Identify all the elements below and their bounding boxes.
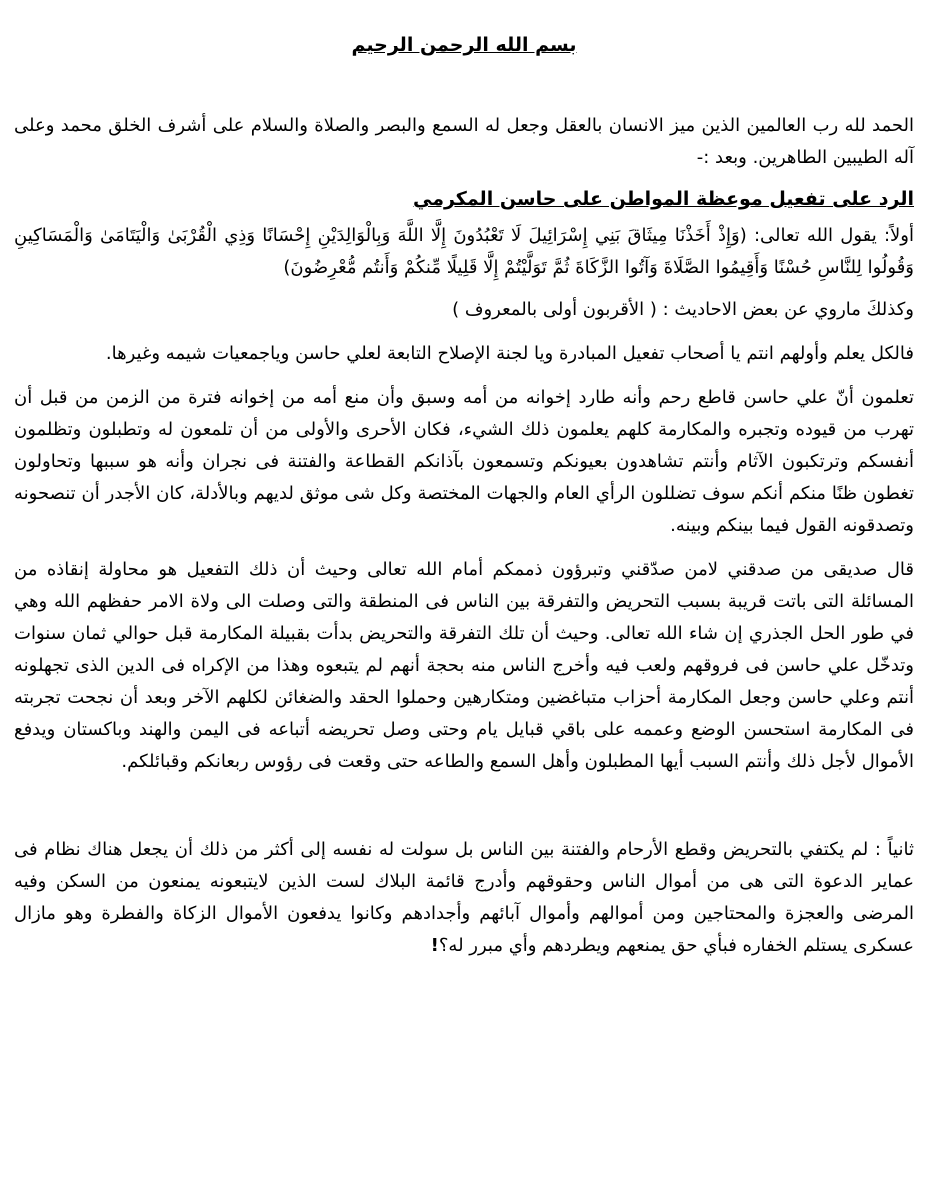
verse-paragraph: أولاً: يقول الله تعالى: (وَإِذْ أَخَذْنَا مِيثَاقَ بَنِي إِسْرَائِيلَ لَا تَعْبُدُونَ إِلَّا اللَّهَ وَبِالْوَالِدَيْنِ إِحْسَانًا وَذِي الْقُرْبَىٰ وَالْيَتَامَىٰ وَالْمَسَاكِينِ وَقُولُوا لِلنَّاسِ حُسْنًا وَأَقِيمُوا الصَّلَاةَ وَآتُوا الزَّكَاةَ ثُمَّ تَوَلَّيْتُمْ إِلَّا قَلِيلًا مِّنكُمْ وَأَنتُم مُّعْرِضُونَ) xyxy=(14,225,914,278)
paragraph-4-exclamation: ! xyxy=(430,935,439,956)
intro-paragraph: الحمد لله رب العالمين الذين ميز الانسان بالعقل وجعل له السمع والبصر والصلاة والسلام على أشرف الخلق محمد وعلى آله الطيبين الطاهرين. وبعد :- xyxy=(14,115,914,168)
section-heading: الرد على تفعيل موعظة المواطن على حاسن المكرمي xyxy=(412,188,914,210)
basmala-title: بسم الله الرحمن الرحيم xyxy=(351,34,577,56)
hadith-paragraph: وكذلكَ ماروي عن بعض الاحاديث : ( الأقربون أولى بالمعروف ) xyxy=(452,299,914,320)
paragraph-1: فالكل يعلم وأولهم انتم يا أصحاب تفعيل المبادرة ويا لجنة الإصلاح التابعة لعلي حاسن وياجمعيات شيمه وغيرها. xyxy=(105,343,914,364)
paragraph-4 xyxy=(14,834,914,962)
paragraph-3: قال صديقى من صدقني لامن صدّقني وتبرؤون ذممكم أمام الله تعالى وحيث أن ذلك التفعيل هو محاولة إنقاذه من المسائلة التى باتت قريبة بسبب التحريض والتفرقة بين الناس فى المنطقة والتى وصلت الى ولاة الامر حفظهم الله وهي في طور الحل الجذري إن شاء الله تعالى. وحيث أن تلك التفرقة والتحريض بدأت بقبيلة المكارمة قبل حوالي ثمان سنوات وتدخّل علي حاسن فى فروقهم ولعب فيه وأخرج الناس منه بحجة أنهم لم يتبعوه وهذا من الإكراه فى الدين الذى تجهلونه أنتم وعلي حاسن وجعل المكارمة أحزاب متباغضين ومتكارهين وحملوا الحقد والضغائن لكلهم الآخر وبعد أن نجحت تجربته فى المكارمة استحسن الوضع وعممه على باقي قبايل يام وحتى وصل تحريضه أتباعه فى اليمن والهند وباكستان ويدفع الأموال لأجل ذلك وأنتم السبب أيها المطبلون وأهل السمع والطاعه حتى وقعت فى رؤوس ربعانكم وقبائلكم. xyxy=(14,559,914,772)
paragraph-2: تعلمون أنّ علي حاسن قاطع رحم وأنه طارد إخوانه من أمه وسبق وأن منع أمه من إخوانه فترة من الزمن من قبل أن تهرب من قيوده وتجبره والمكارمة كلهم يعلمون ذلك الشيء، فكان الأحرى والأولى من أن تلمعون له وتطبلون وتظلمون أنفسكم وترتكبون الآثام وأنتم تشاهدون بعيونكم وتسمعون بآذانكم القطاعة والفتنة فى نجران وأنه هو سببها وتحاولون تغطون ظنًا منكم أنكم سوف تضللون الرأي العام والجهات المختصة وكل شى موثق لديهم وبالأدلة، كان الأجدر أن تنصحونه وتصدقونه القول فيما بينكم وبينه. xyxy=(14,387,914,536)
paragraph-4-text: ثانياً : لم يكتفي بالتحريض وقطع الأرحام والفتنة بين الناس بل سولت له نفسه إلى أكثر من ذلك أن يجعل هناك نظام فى عماير الدعوة التى هى من أموال الناس وحقوقهم وأدرج قائمة البلاك لست الذين لايتبعونه يمنعون من السكن وفيه المرضى والعجزة والمحتاجين ومن أموالهم وأموال آبائهم وأجدادهم وكانوا يدفعون الأموال الزكاة والفطرة وهو مازال عسكرى يستلم الخفاره فبأي حق يمنعهم ويطردهم وأي مبرر له؟ xyxy=(14,839,914,956)
